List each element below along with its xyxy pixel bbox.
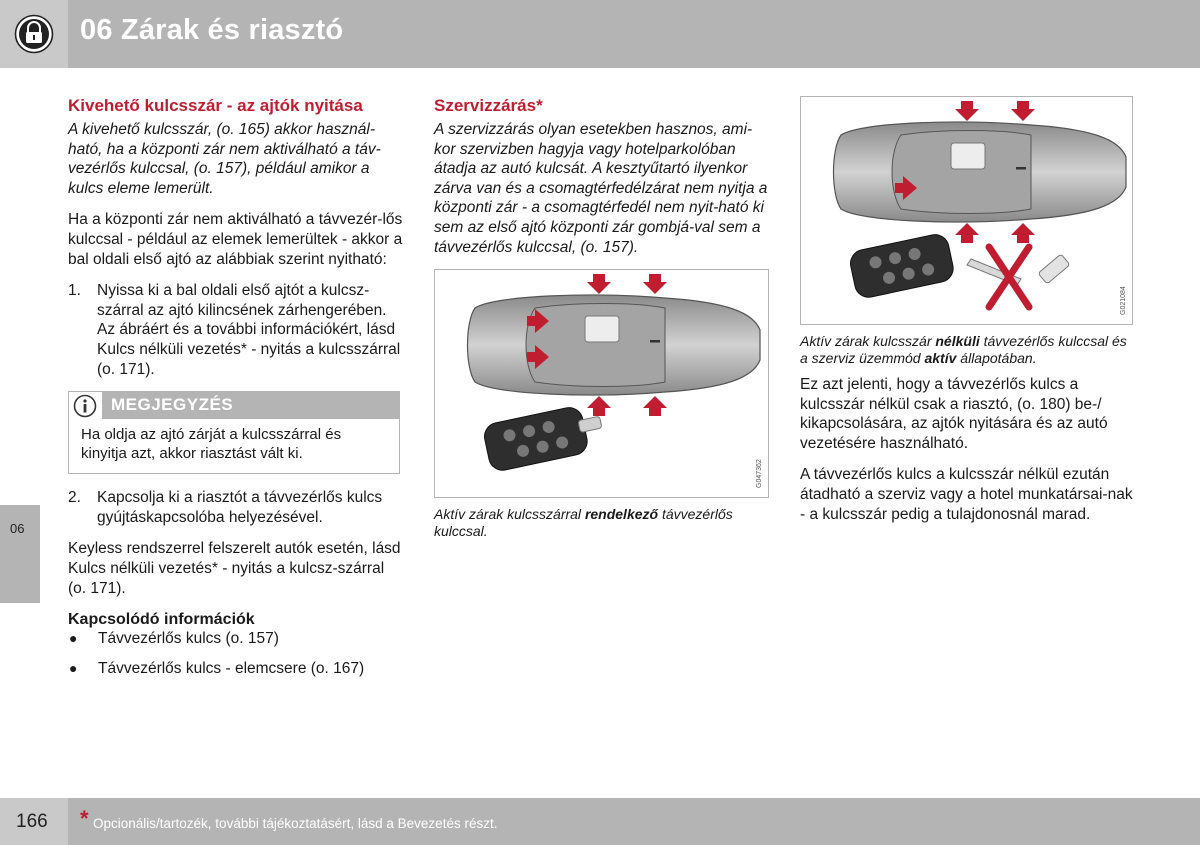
caption-text: Aktív zárak kulcsszárral [434,506,585,523]
caption-emphasis: rendelkező [584,506,659,523]
bullet-icon: ● [69,659,78,676]
related-info-title: Kapcsolódó információk [68,611,255,629]
car-icon [834,122,1127,222]
paragraph: A távvezérlős kulcs a kulcsszár nélkül ezután átadható a szerviz vagy a hotel munkatársai-nak - a kulcsszár pedig a tulajdonosnál marad. [800,466,1133,523]
page-number: 166 [16,811,48,832]
note-header [69,392,399,419]
note-text: Ha oldja az ajtó zárját a kulcsszárral és kinyitja azt, akkor riasztást vált ki. [81,426,342,463]
caption-text: távvezérlős kulccsal. [434,506,733,540]
caption-emphasis: nélküli [935,333,980,349]
caption-text: távvezérlős kulccsal és a szerviz üzemmód [800,333,1127,366]
note-title: MEGJEGYZÉS [111,395,234,415]
remote-key-icon [482,402,606,473]
lock-icon [14,14,54,54]
figure-car-with-key-blade [434,269,769,498]
info-icon [73,394,97,418]
section-title-service-lock: Szervizzárás* [434,96,543,115]
step-item [68,488,403,527]
chapter-tab [0,505,40,603]
footer-note-box [68,798,1200,845]
car-illustration-with-key [435,270,768,497]
column-3 [800,96,1135,536]
cross-icon [989,247,1029,307]
caption-emphasis: aktív [924,350,957,366]
note-box [68,391,400,474]
caption-text: Aktív zárak kulcsszár [800,333,936,349]
column-1 [68,96,403,688]
figure-car-without-key-blade [800,96,1133,325]
paragraph: Ha a központi zár nem aktiválható a távvezér-lős kulccsal - például az elemek lemerültek - akkor a bal oldali első ajtó az alábbiak szerint nyitható: [68,211,403,268]
related-link-text[interactable]: Távvezérlős kulcs - elemcsere (o. 167) [98,659,365,677]
bullet-icon: ● [69,630,78,647]
section-title-key-blade: Kivehető kulcsszár - az ajtók nyitása [68,96,363,115]
page-number-box [0,798,68,845]
footnote-text: Opcionális/tartozék, további tájékoztatásért, lásd a Bevezetés részt. [93,816,498,831]
step-number: 1. [68,282,81,300]
note-icon-box [69,392,102,419]
section-intro: A kivehető kulcsszár, (o. 165) akkor használ-ható, ha a központi zár nem aktiválható a táv-vezérlős kulccsal, (o. 157), például amikor a kulcs eleme lemerült. [68,121,381,197]
paragraph: Keyless rendszerrel felszerelt autók esetén, lásd Kulcs nélküli vezetés* - nyitás a kulcsz-szárral (o. 171). [68,540,401,597]
car-icon [468,295,761,395]
step-text: Nyissa ki a bal oldali első ajtót a kulcsz-szárral az ajtó kilincsének zárhengerében. Az ábráért és a további információkért, lásd Kulcs nélküli vezetés* - nyitás a kulcsszárral (o. 171). [97,282,401,378]
step-number: 2. [68,489,81,507]
figure-code: G021084 [1120,286,1127,315]
remote-key-icon [848,232,956,300]
step-text: Kapcsolja ki a riasztót a távvezérlős kulcs gyújtáskapcsolóba helyezésével. [97,489,383,526]
figure-caption [434,506,769,540]
related-link-text[interactable]: Távvezérlős kulcs (o. 157) [98,630,279,648]
section-intro: A szervizzárás olyan esetekben hasznos, ami-kor szervizben hagyja vagy hotelparkolóban átadja az autó kulcsát. A kesztyűtartó ilyenkor zárva van és a csomagtérfedélzárat nem nyitja a központi zár - a csomagtérfedél nem nyit-ható ki sem az első ajtó központi zár gombjá-val sem a távvezérlős kulccsal, (o. 157). [434,121,768,256]
chapter-tab-label: 06 [10,521,25,536]
related-link[interactable] [68,629,403,649]
steps-list-2 [68,488,403,527]
figure-code: G047362 [756,459,763,489]
header-icon-box [0,0,68,68]
step-item [68,281,403,379]
car-illustration-without-key [801,97,1132,324]
column-2 [434,96,769,548]
page-footer [0,798,1200,845]
page-title: 06 Zárak és riasztó [80,14,344,46]
caption-text: állapotában. [956,350,1037,366]
paragraph: Ez azt jelenti, hogy a távvezérlős kulcs a kulcsszár nélkül csak a riasztó, (o. 180) be-/ kikapcsolására, az ajtók nyitására és az autó vezetésére használható. [800,376,1108,452]
related-link[interactable] [68,659,403,679]
steps-list-1 [68,281,403,379]
page-header [0,0,1200,68]
footnote-star: * [80,806,89,831]
figure-caption [800,333,1135,367]
related-links-list [68,629,403,678]
